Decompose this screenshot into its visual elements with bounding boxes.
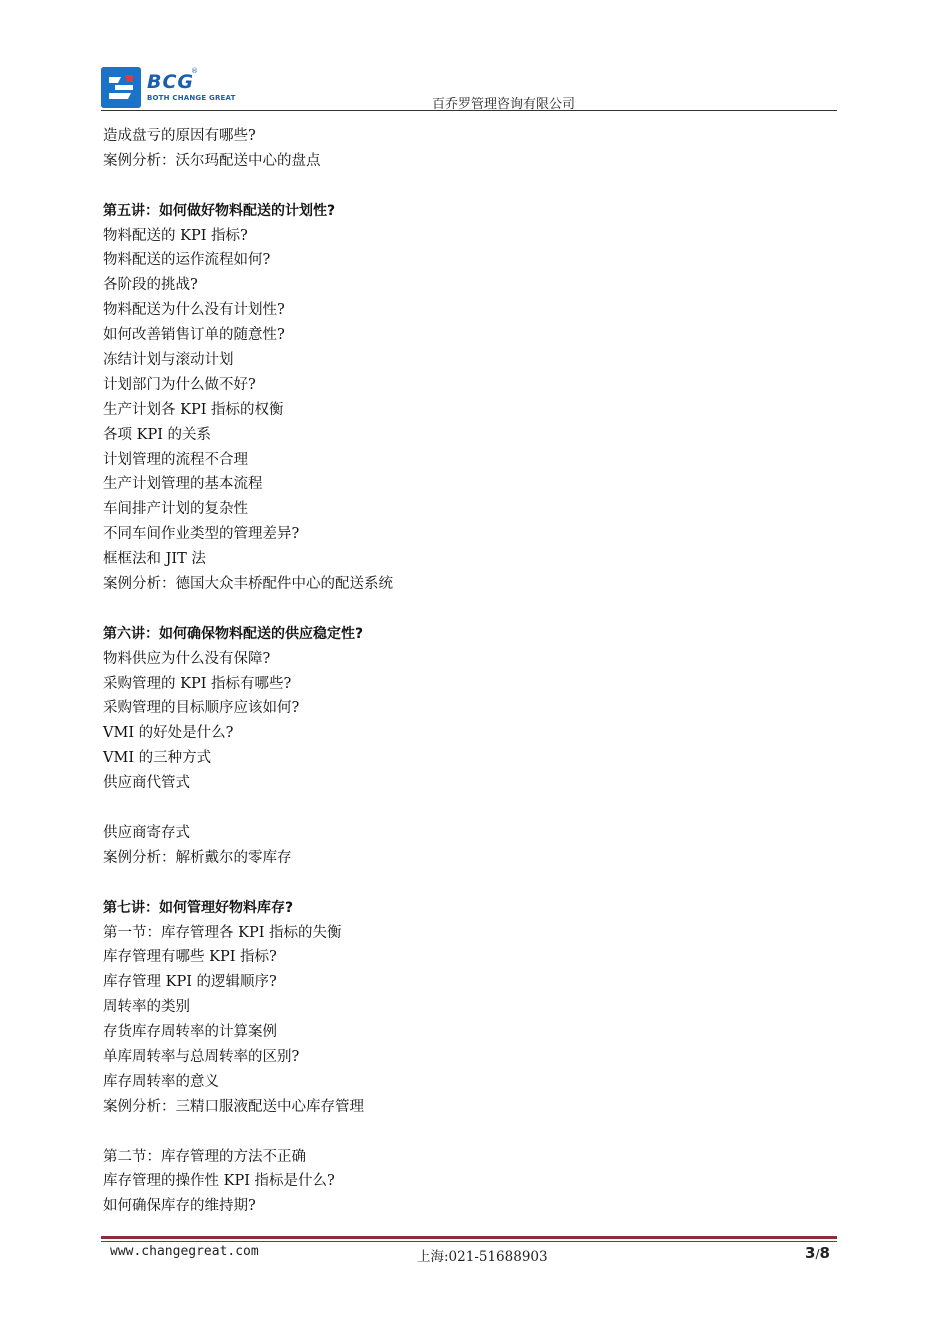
- outline-item: 库存周转率的意义: [103, 1073, 219, 1090]
- outline-item: 如何改善销售订单的随意性?: [103, 327, 285, 344]
- outline-item: 采购管理的 KPI 指标有哪些?: [103, 675, 292, 692]
- blank-line: [103, 871, 833, 896]
- section-heading: 第六讲：如何确保物料配送的供应稳定性?: [103, 625, 364, 642]
- outline-item: 供应商代管式: [103, 775, 190, 792]
- footer-divider-thick: [101, 1236, 837, 1239]
- outline-item: 各阶段的挑战?: [103, 277, 198, 294]
- footer-website[interactable]: www.changegreat.com: [110, 1244, 259, 1259]
- logo-mark-icon: [101, 67, 141, 108]
- outline-item: 库存管理 KPI 的逻辑顺序?: [103, 974, 277, 991]
- outline-item: 物料供应为什么没有保障?: [103, 650, 271, 667]
- blank-line: [103, 796, 833, 821]
- outline-item: 生产计划管理的基本流程: [103, 476, 263, 493]
- footer-phone: 上海:021-51688903: [417, 1249, 548, 1265]
- outline-item: 框框法和 JIT 法: [103, 551, 206, 568]
- outline-item: 如何确保库存的维持期?: [103, 1198, 256, 1215]
- section-heading: 第七讲：如何管理好物料库存?: [103, 899, 294, 916]
- outline-item: 计划管理的流程不合理: [103, 451, 248, 468]
- blank-line: [103, 597, 833, 622]
- outline-item: 存货库存周转率的计算案例: [103, 1024, 277, 1041]
- outline-item: 库存管理的操作性 KPI 指标是什么?: [103, 1173, 335, 1190]
- section-heading: 第五讲：如何做好物料配送的计划性?: [103, 202, 336, 219]
- outline-item: 计划部门为什么做不好?: [103, 376, 256, 393]
- outline-item: 不同车间作业类型的管理差异?: [103, 526, 300, 543]
- outline-item: 物料配送的运作流程如何?: [103, 252, 271, 269]
- outline-item: 第二节：库存管理的方法不正确: [103, 1148, 306, 1165]
- outline-item: 周转率的类别: [103, 999, 190, 1016]
- outline-item: 各项 KPI 的关系: [103, 426, 212, 443]
- outline-item: 车间排产计划的复杂性: [103, 501, 248, 518]
- outline-item: 第一节：库存管理各 KPI 指标的失衡: [103, 924, 342, 941]
- outline-item: 造成盘亏的原因有哪些?: [103, 128, 256, 144]
- outline-item: 采购管理的目标顺序应该如何?: [103, 700, 300, 717]
- company-logo: [101, 67, 241, 109]
- outline-item: VMI 的好处是什么?: [103, 725, 234, 742]
- footer-divider-thin: [101, 1241, 837, 1242]
- document-body: [103, 124, 833, 1219]
- outline-item: 生产计划各 KPI 指标的权衡: [103, 401, 284, 418]
- logo-text: BCG: [147, 71, 195, 93]
- outline-item: 案例分析：解析戴尔的零库存: [103, 849, 292, 866]
- page-number: [805, 1244, 830, 1262]
- company-name: 百乔罗管理咨询有限公司: [432, 97, 576, 112]
- outline-item: 库存管理有哪些 KPI 指标?: [103, 949, 277, 966]
- header-divider: [101, 110, 837, 111]
- blank-line: [103, 1120, 833, 1145]
- page-separator: /: [815, 1247, 820, 1261]
- logo-tagline: BOTH CHANGE GREAT: [147, 94, 236, 102]
- outline-item: 案例分析：三精口服液配送中心库存管理: [103, 1098, 364, 1115]
- outline-item: 冻结计划与滚动计划: [103, 352, 234, 369]
- outline-item: 物料配送为什么没有计划性?: [103, 302, 285, 319]
- outline-item: VMI 的三种方式: [103, 750, 212, 767]
- outline-item: 案例分析：德国大众丰桥配件中心的配送系统: [103, 576, 393, 593]
- page-total: 8: [819, 1244, 830, 1262]
- outline-item: 物料配送的 KPI 指标?: [103, 227, 248, 244]
- outline-item: 案例分析：沃尔玛配送中心的盘点: [103, 152, 321, 169]
- blank-line: [103, 174, 833, 199]
- page-current: 3: [805, 1244, 816, 1262]
- outline-item: 单库周转率与总周转率的区别?: [103, 1048, 300, 1065]
- logo-registered-mark: ®: [191, 67, 198, 75]
- outline-item: 供应商寄存式: [103, 824, 190, 841]
